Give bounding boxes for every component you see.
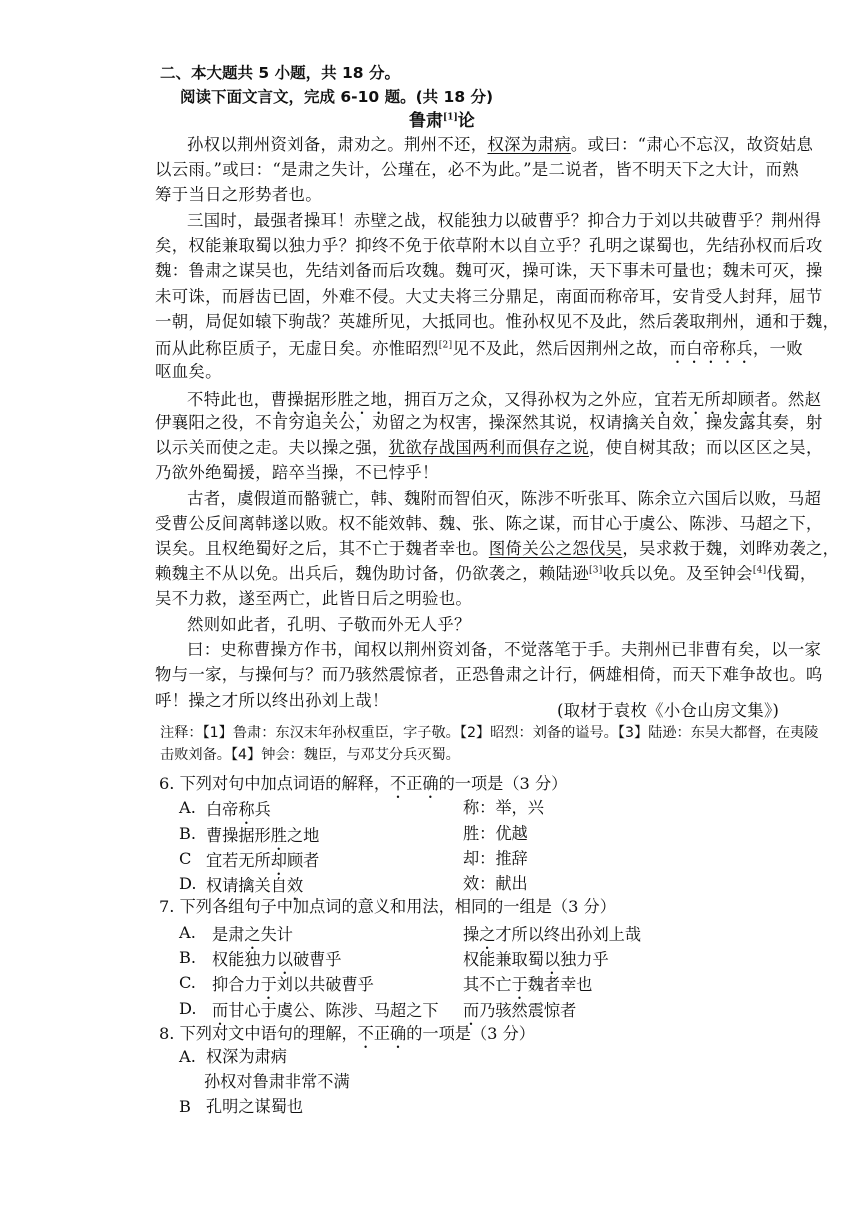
text-run: 。然赵	[771, 390, 822, 409]
underlined-phrase: 图倚关公之怨伐吴	[488, 539, 623, 558]
essay-line	[155, 415, 823, 431]
dotted-phrase: 称	[238, 800, 255, 819]
text-run: 曹操据形	[206, 826, 271, 845]
option-letter: B.	[179, 824, 197, 843]
text-run: ，吴求救于魏，刘晔劝袭之，	[622, 539, 840, 558]
option-letter: D.	[179, 874, 197, 893]
option-letter: C.	[179, 973, 196, 992]
option-letter: B	[179, 1097, 191, 1116]
dotted-phrase: 胜	[270, 826, 287, 845]
text-run: 失计	[260, 925, 293, 944]
text-run: 然则如此者，孔明、子敬而外无人乎？	[187, 615, 471, 634]
text-run: ，一败	[752, 339, 803, 358]
option-letter: A.	[179, 798, 196, 817]
option-phrase	[206, 800, 271, 828]
essay-title-text: 鲁肃	[409, 111, 443, 131]
text-run: 孙权以荆州资刘备，肃劝之。荆州不还，	[187, 135, 488, 154]
text-run: 见不及此，然后因荆州之故，	[452, 339, 670, 358]
dotted-phrase: 确	[422, 774, 439, 793]
option-explanation	[463, 950, 609, 978]
text-run: 收兵以免。及至钟会	[602, 564, 753, 583]
essay-line	[187, 617, 471, 633]
text-run: 误矣。且权绝蜀好之后，其不亡于魏者幸也。	[155, 539, 489, 558]
footnote-line-1: 注释：【1】鲁肃：东汉末年孙权重臣，字子敬。【2】昭烈：刘备的谥号。【3】陆逊：东吴大都督，在夷陵	[160, 725, 819, 741]
text-run: 赖魏主不从以免。出兵后，魏伪助讨备，仍欲袭之，赖陆逊	[155, 564, 589, 583]
text-run: 呼！操之才所以终出孙刘上哉！	[155, 691, 389, 710]
dotted-phrase: 以	[276, 950, 293, 969]
dotted-phrase: 以	[543, 950, 561, 969]
text-run: 之地	[286, 826, 320, 845]
option-phrase: 孔明之谋蜀也	[206, 1097, 304, 1116]
text-run: 甘心于虞公、陈涉、马超之下	[228, 1001, 439, 1020]
dotted-phrase: 宜若无所却顾者	[654, 390, 772, 409]
text-run: 古者，虞假道而骼虢亡，韩、魏附而智伯灭，陈涉不听张耳、陈余立六国后以败，马超	[187, 489, 822, 508]
text-run: 一朝，局促如辕下驹哉？英雄所见，大抵同也。惟孙权见不及此，然后袭取荆州，通和于魏，	[155, 312, 840, 331]
text-run: ，拥百万之众，又得孙权为之外应，	[387, 390, 655, 409]
text-run: 。或曰：“肃心不忘汉，故资姑息	[570, 135, 814, 154]
text-run: 不特此也，	[187, 390, 271, 409]
text-run: 破曹乎	[292, 950, 342, 969]
option-explanation: 称：举，兴	[463, 798, 544, 817]
option-letter: B.	[179, 948, 197, 967]
essay-title	[409, 113, 475, 130]
footnote-marker: [3]	[588, 565, 603, 576]
dotted-phrase: 于	[260, 975, 277, 994]
dotted-phrase: 于	[511, 975, 528, 994]
text-run: 的一项是（3 分）	[406, 1024, 535, 1043]
underlined-phrase: 犹欲存战国两利而俱存之说	[388, 438, 589, 457]
essay-line	[155, 238, 823, 254]
text-run: 伐蜀，	[766, 564, 817, 583]
text-run: 才所以终出孙刘上哉	[495, 925, 642, 944]
option-explanation	[463, 975, 593, 1003]
text-run: 正	[406, 774, 423, 793]
text-run: 受曹公反间离韩遂以败。权不能效韩、魏、张、陈之谋，而甘心于虞公、陈涉、马超之下，	[155, 514, 823, 533]
option-explanation	[463, 925, 641, 953]
essay-line	[155, 516, 823, 532]
option-letter: D.	[179, 999, 197, 1018]
section-heading: 二、本大题共 5 小题，共 18 分。	[160, 64, 400, 82]
essay-line	[155, 440, 823, 456]
essay-line	[155, 364, 222, 380]
text-run: 魏者幸也	[527, 975, 593, 994]
text-run: 权请擒关自	[206, 876, 287, 895]
text-run: 乃欲外绝蜀援，踣卒当操，不已悖乎！	[155, 463, 439, 482]
essay-line	[155, 693, 389, 709]
dotted-phrase: 而	[463, 1001, 480, 1020]
text-run: 魏：鲁肃之谋吴也，先结刘备而后攻魏。魏可灭，操可诛，天下事未可量也；魏未可灭，操	[155, 261, 823, 280]
option-explanation: 效：献出	[463, 874, 528, 893]
option-explanation: 胜：优越	[463, 824, 528, 843]
option-phrase	[206, 851, 319, 879]
option-phrase	[212, 950, 342, 978]
underlined-phrase: 权深为肃病	[487, 135, 571, 154]
text-run: 顾者	[286, 851, 320, 870]
essay-line	[155, 289, 823, 305]
text-run: 未可诛，而唇齿已固，外难不侵。大丈夫将三分鼎足，南面而称帝耳，安肯受人封拜，屈节	[155, 287, 823, 306]
dotted-phrase: 之	[479, 925, 496, 944]
text-run: 独力乎	[560, 950, 609, 969]
option-explanation: 孙权对鲁肃非常不满	[204, 1072, 350, 1091]
text-run: 白帝	[206, 800, 239, 819]
essay-line	[155, 541, 839, 557]
footnote-marker: [2]	[438, 340, 453, 351]
footnote-line-2: 击败刘备。【4】钟会：魏臣，与邓艾分兵灭蜀。	[160, 747, 460, 763]
option-explanation: 却：推辞	[463, 849, 528, 868]
dotted-phrase: 之	[244, 925, 261, 944]
option-letter: A.	[179, 1047, 196, 1066]
text-run: 物与一家，与操何与？而乃骇然震惊者，正恐鲁肃之计行，俩雄相倚，而天下难争故也。呜	[155, 665, 823, 684]
essay-line	[155, 162, 799, 178]
text-run: 8. 下列对文中语句的理解，	[159, 1024, 358, 1043]
text-run: 正	[373, 1024, 391, 1043]
text-run: 操	[463, 925, 480, 944]
text-run: 兵	[254, 800, 271, 819]
text-run: 7. 下列各组句子中加点词的意义和用法，相同的一组是（3 分）	[159, 897, 616, 916]
text-run: 抑合力	[212, 975, 261, 994]
dotted-phrase: 却	[270, 851, 287, 870]
text-run: 乃骇然震惊者	[479, 1001, 577, 1020]
option-phrase	[206, 826, 319, 854]
text-run: 的一项是（3 分）	[438, 774, 568, 793]
essay-line	[155, 465, 439, 481]
essay-line	[155, 187, 322, 203]
essay-title-end: 论	[457, 111, 475, 131]
essay-line	[155, 339, 803, 367]
text-run: 以示关而使之走。夫以操之强，	[155, 438, 389, 457]
text-run: 权能兼取蜀	[463, 950, 544, 969]
dotted-phrase: 确	[390, 1024, 407, 1043]
option-letter: C	[179, 849, 192, 868]
text-run: 刘以共破曹乎	[276, 975, 374, 994]
text-run: 宜若无所	[206, 851, 271, 870]
essay-line	[187, 642, 821, 658]
dotted-phrase: 效	[286, 876, 304, 895]
text-run: 以云雨。”或曰：“是肃之失计，公瑾在，必不为此。”是二说者，皆不明天下之大计，而熟	[155, 160, 799, 179]
dotted-phrase: 曹操据形胜之地	[270, 390, 388, 409]
text-run: 而从此称臣质子，无虚日矣。亦惟昭烈	[155, 339, 439, 358]
text-run: 曰：史称曹操方作书，闻权以荆州资刘备，不觉落笔于手。夫荆州已非曹有矣，以一家	[187, 640, 822, 659]
text-run: 其不亡	[463, 975, 512, 994]
essay-line	[155, 566, 817, 582]
text-run: 权能独力	[212, 950, 277, 969]
option-phrase	[212, 925, 293, 953]
text-run: 伊襄阳之役，不肯穷追关公，劝留之为权害，操深然其说，权请擒关自效，操发露其奏，射	[155, 413, 823, 432]
dotted-phrase: 不	[390, 774, 407, 793]
dotted-phrase: 而	[212, 1001, 229, 1020]
text-run: ，使自树其敌；而以区区之吴，	[588, 438, 823, 457]
option-letter: A.	[179, 923, 196, 942]
essay-line	[187, 491, 821, 507]
essay-line	[187, 137, 813, 153]
text-run: 三国时，最强者操耳！赤壁之战，权能独力以破曹乎？抑合力于刘以共破曹乎？荆州得	[187, 211, 822, 230]
dotted-phrase: 而白帝称兵	[669, 339, 753, 358]
footnote-marker: [4]	[752, 565, 767, 576]
option-phrase	[212, 975, 374, 1003]
essay-title-note: [1]	[443, 112, 458, 123]
essay-source: (取材于袁枚《小仓山房文集》)	[557, 701, 780, 720]
text-run: 是肃	[212, 925, 245, 944]
text-run: 筹于当日之形势者也。	[155, 185, 322, 204]
essay-line	[155, 591, 472, 607]
text-run: 6. 下列对句中加点词语的解释，	[159, 774, 391, 793]
text-run: 矣，权能兼取蜀以独力乎？抑终不免于依草附木以自立乎？孔明之谋蜀也，先结孙权而后攻	[155, 236, 823, 255]
essay-line	[155, 314, 839, 330]
dotted-phrase: 不	[357, 1024, 374, 1043]
essay-line	[155, 667, 823, 683]
essay-line	[155, 263, 823, 279]
section-instruction: 阅读下面文言文，完成 6-10 题。(共 18 分)	[180, 88, 494, 106]
essay-line	[187, 213, 821, 229]
question-stem	[159, 899, 616, 915]
option-phrase: 权深为肃病	[206, 1047, 287, 1066]
text-run: 吴不力救，遂至两亡，此皆日后之明验也。	[155, 589, 473, 608]
text-run: 呕血矣。	[155, 362, 222, 381]
